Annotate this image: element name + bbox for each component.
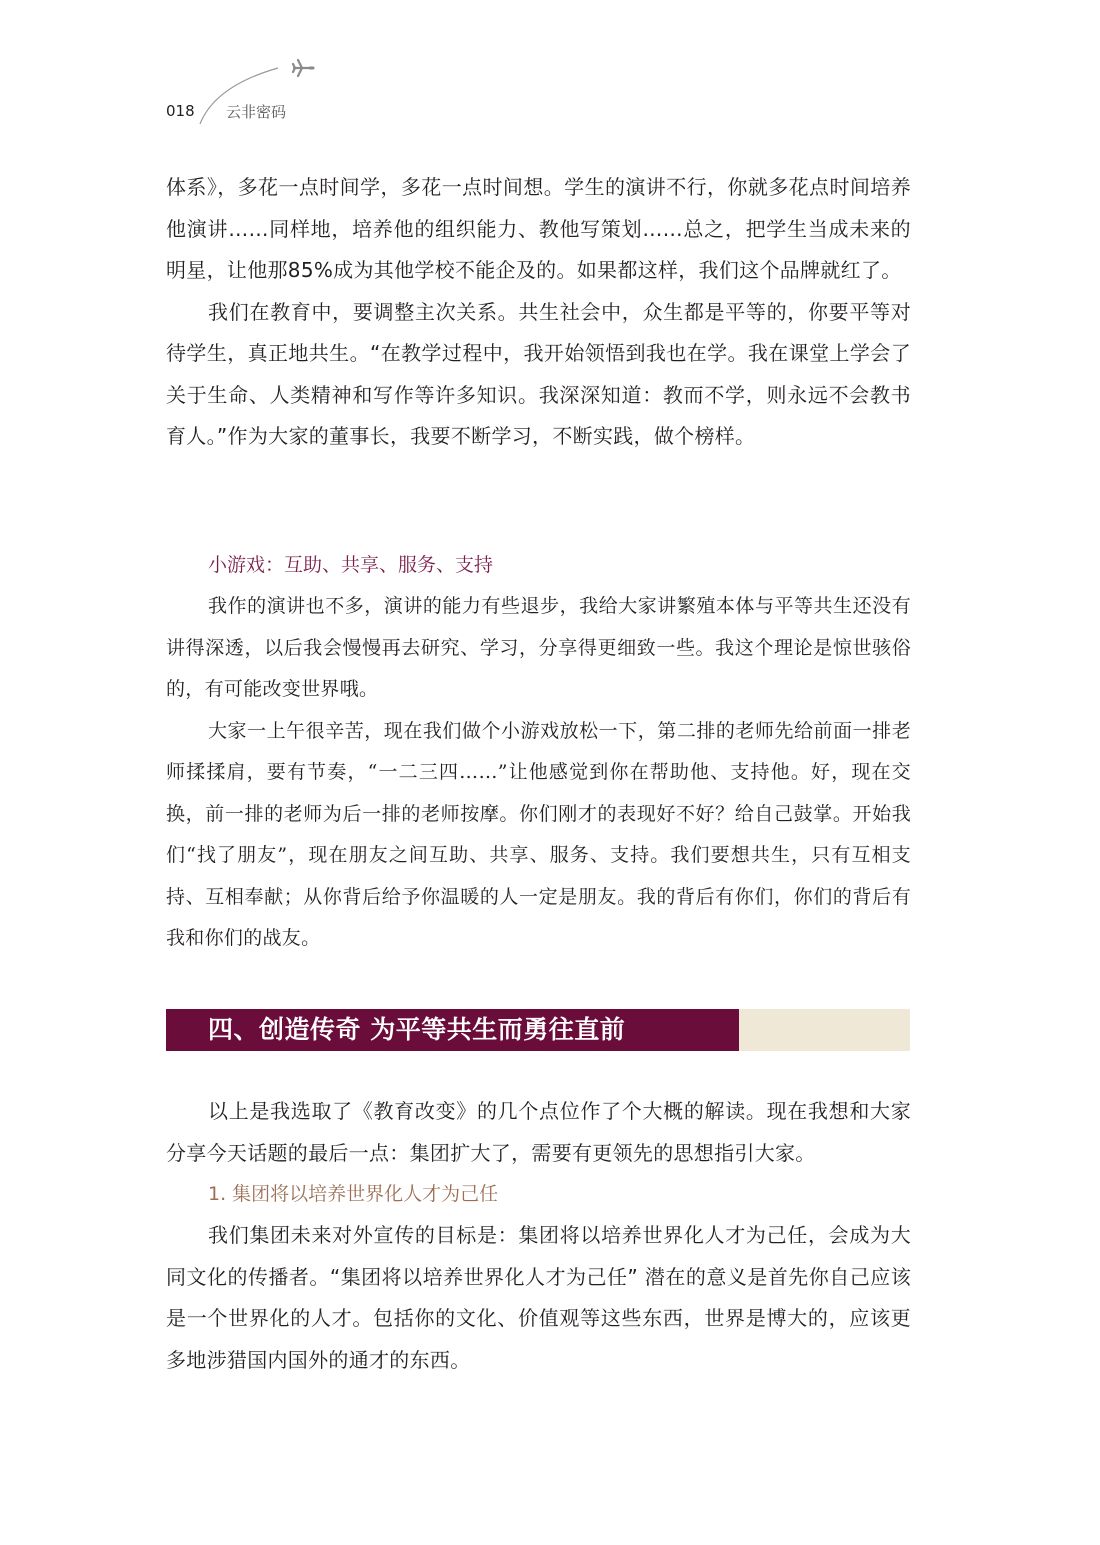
page-header [0, 0, 1100, 140]
section-mini-game [166, 545, 911, 960]
numbered-subheading: 1. 集团将以培养世界化人才为己任 [208, 1183, 499, 1205]
mini-game-heading: 小游戏：互助、共享、服务、支持 [208, 554, 494, 576]
paragraph: 以上是我选取了《教育改变》的几个点位作了个大概的解读。现在我想和大家分享今天话题的最后一点：集团扩大了，需要有更领先的思想指引大家。 [166, 1099, 911, 1165]
paragraph: 体系》，多花一点时间学，多花一点时间想。学生的演讲不行，你就多花点时间培养他演讲……同样地，培养他的组织能力、教他写策划……总之，把学生当成未来的明星，让他那85%成为其他学校不能企及的。如果都这样，我们这个品牌就红了。 [166, 175, 911, 282]
book-title: 云非密码 [226, 103, 287, 121]
page-number: 018 [166, 102, 195, 120]
header-decoration [0, 0, 400, 140]
section-bottom-text [166, 1091, 911, 1381]
paragraph: 我们在教育中，要调整主次关系。共生社会中，众生都是平等的，你要平等对待学生，真正地共生。“在教学过程中，我开始领悟到我也在学。我在课堂上学会了关于生命、人类精神和写作等许多知识。我深深知道：教而不学，则永远不会教书育人。”作为大家的董事长，我要不断学习，不断实践，做个榜样。 [166, 299, 911, 448]
banner-light-bar [739, 1009, 910, 1051]
airplane-icon [293, 60, 313, 76]
section-banner [166, 1009, 910, 1051]
paragraph: 我作的演讲也不多，演讲的能力有些退步，我给大家讲繁殖本体与平等共生还没有讲得深透，以后我会慢慢再去研究、学习，分享得更细致一些。我这个理论是惊世骇俗的，有可能改变世界哦。 [166, 595, 911, 700]
paragraph: 我们集团未来对外宣传的目标是：集团将以培养世界化人才为己任，会成为大同文化的传播者。“集团将以培养世界化人才为己任” 潜在的意义是首先你自己应该是一个世界化的人才。包括你的文化、价值观等这些东西，世界是博大的，应该更多地涉猎国内国外的通才的东西。 [166, 1223, 911, 1372]
section-top-text [166, 167, 911, 458]
section-title: 四、创造传奇 为平等共生而勇往直前 [208, 1015, 626, 1044]
paragraph: 大家一上午很辛苦，现在我们做个小游戏放松一下，第二排的老师先给前面一排老师揉揉肩，要有节奏，“一二三四……”让他感觉到你在帮助他、支持他。好，现在交换，前一排的老师为后一排的老师按摩。你们刚才的表现好不好？给自己鼓掌。开始我们“找了朋友”，现在朋友之间互助、共享、服务、支持。我们要想共生，只有互相支持、互相奉献；从你背后给予你温暖的人一定是朋友。我的背后有你们，你们的背后有我和你们的战友。 [166, 719, 911, 949]
